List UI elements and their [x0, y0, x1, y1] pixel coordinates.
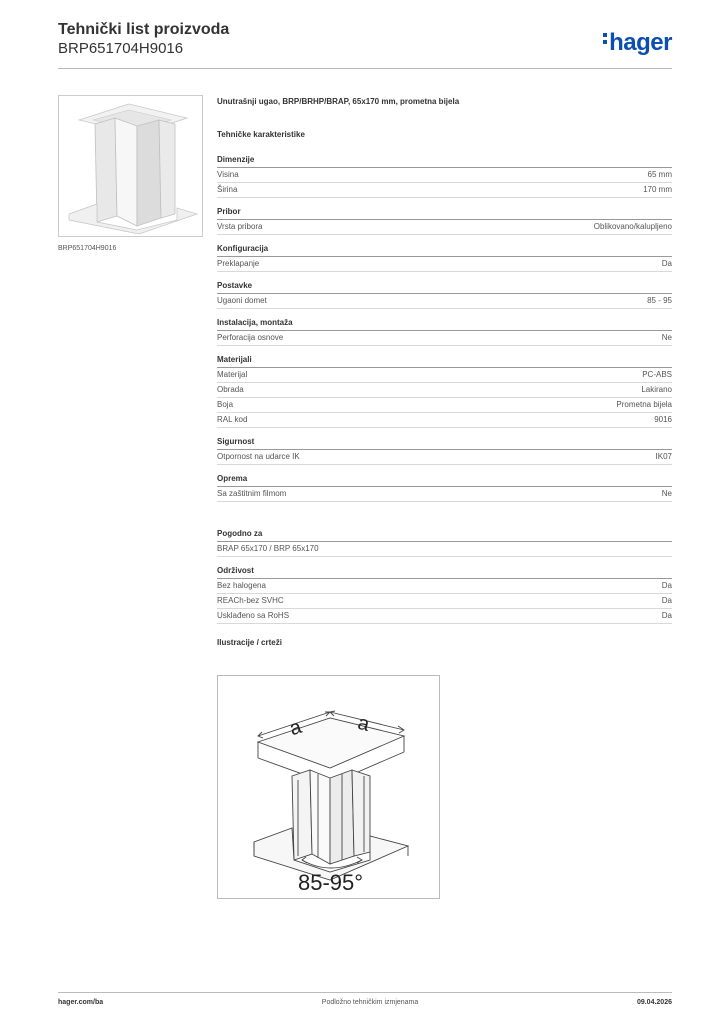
spec-value: Ne: [661, 333, 672, 342]
product-code: BRP651704H9016: [58, 40, 184, 57]
tech-section-title: Tehničke karakteristike: [217, 130, 305, 139]
spec-label: BRAP 65x170 / BRP 65x170: [217, 544, 319, 553]
spec-label: RAL kod: [217, 415, 248, 424]
spec-group-odrzivost: [217, 566, 672, 624]
spec-row: [217, 413, 672, 428]
spec-value: 170 mm: [643, 185, 672, 194]
spec-value: PC-ABS: [642, 370, 672, 379]
group-title: Pribor: [217, 207, 672, 220]
footer-date: 09.04.2026: [636, 999, 672, 1006]
spec-value: Oblikovano/kalupljeno: [593, 222, 672, 231]
product-description: Unutrašnji ugao, BRP/BRHP/BRAP, 65x170 mm, prometna bijela: [217, 97, 460, 106]
spec-row: [217, 220, 672, 235]
spec-content: [217, 97, 672, 647]
spec-group-pribor: [217, 207, 672, 235]
group-title: Pogodno za: [217, 529, 672, 542]
spec-label: Usklađeno sa RoHS: [217, 611, 290, 620]
group-title: Dimenzije: [217, 155, 672, 168]
document-footer: [58, 999, 672, 1006]
spec-value: Prometna bijela: [616, 400, 672, 409]
spec-value: 9016: [654, 415, 672, 424]
spec-row: [217, 450, 672, 465]
spec-row: [217, 609, 672, 624]
spec-row: [217, 331, 672, 346]
spec-group-postavke: [217, 281, 672, 309]
spec-label: Boja: [217, 400, 234, 409]
footer-divider: [58, 992, 672, 993]
dimension-a-right: a: [355, 711, 372, 736]
spec-row: [217, 487, 672, 502]
spec-row: [217, 579, 672, 594]
spec-label: Otpornost na udarce IK: [217, 452, 300, 461]
group-title: Sigurnost: [217, 437, 672, 450]
spec-group-instalacija: [217, 318, 672, 346]
spec-value: Ne: [661, 489, 672, 498]
spec-row: [217, 542, 672, 557]
group-title: Postavke: [217, 281, 672, 294]
spec-value: Da: [661, 581, 672, 590]
image-caption: BRP651704H9016: [58, 245, 117, 252]
spec-value: 85 - 95: [647, 296, 672, 305]
spec-value: IK07: [655, 452, 672, 461]
spec-label: Preklapanje: [217, 259, 260, 268]
spec-row: [217, 383, 672, 398]
group-title: Oprema: [217, 474, 672, 487]
group-title: Materijali: [217, 355, 672, 368]
spec-label: REACh-bez SVHC: [217, 596, 284, 605]
spec-label: Sa zaštitnim filmom: [217, 489, 287, 498]
group-title: Održivost: [217, 566, 672, 579]
illustration-title: Ilustracije / crteži: [217, 638, 282, 647]
spec-value: Lakirano: [641, 385, 672, 394]
product-image: [58, 95, 203, 237]
logo-text: hager: [609, 29, 672, 56]
spec-row: [217, 294, 672, 309]
illustration-drawing: [217, 675, 440, 899]
spec-label: Obrada: [217, 385, 244, 394]
document-header: [58, 20, 672, 58]
spec-value: Da: [661, 611, 672, 620]
dimension-a-left: a: [286, 715, 305, 741]
hager-logo[interactable]: [603, 29, 672, 57]
spec-label: Bez halogena: [217, 581, 266, 590]
spec-row: [217, 368, 672, 383]
spec-label: Visina: [217, 170, 239, 179]
footer-website-link[interactable]: hager.com/ba: [58, 999, 104, 1006]
spec-label: Vrsta pribora: [217, 222, 263, 231]
dimension-drawing-icon: [218, 676, 439, 898]
spec-group-materijali: [217, 355, 672, 428]
spec-label: Širina: [217, 185, 238, 194]
group-title: Konfiguracija: [217, 244, 672, 257]
spec-row: [217, 183, 672, 198]
document-title: Tehnički list proizvoda: [58, 21, 230, 38]
spec-value: Da: [661, 259, 672, 268]
spec-value: Da: [661, 596, 672, 605]
header-divider: [58, 68, 672, 69]
spec-row: [217, 168, 672, 183]
spec-row: [217, 257, 672, 272]
spec-label: Materijal: [217, 370, 248, 379]
spec-group-dimenzije: [217, 155, 672, 198]
angle-label: 85-95°: [298, 870, 364, 895]
spec-label: Ugaoni domet: [217, 296, 267, 305]
spec-value: 65 mm: [647, 170, 672, 179]
group-title: Instalacija, montaža: [217, 318, 672, 331]
spec-group-oprema: [217, 474, 672, 502]
spec-row: [217, 398, 672, 413]
spec-group-sigurnost: [217, 437, 672, 465]
corner-product-icon: [59, 96, 202, 236]
spec-group-pogodno-za: [217, 529, 672, 557]
spec-label: Perforacija osnove: [217, 333, 284, 342]
spec-row: [217, 594, 672, 609]
logo-dots-icon: [603, 30, 608, 47]
footer-note: Podložno tehničkim izmjenama: [321, 999, 419, 1006]
spec-group-konfiguracija: [217, 244, 672, 272]
